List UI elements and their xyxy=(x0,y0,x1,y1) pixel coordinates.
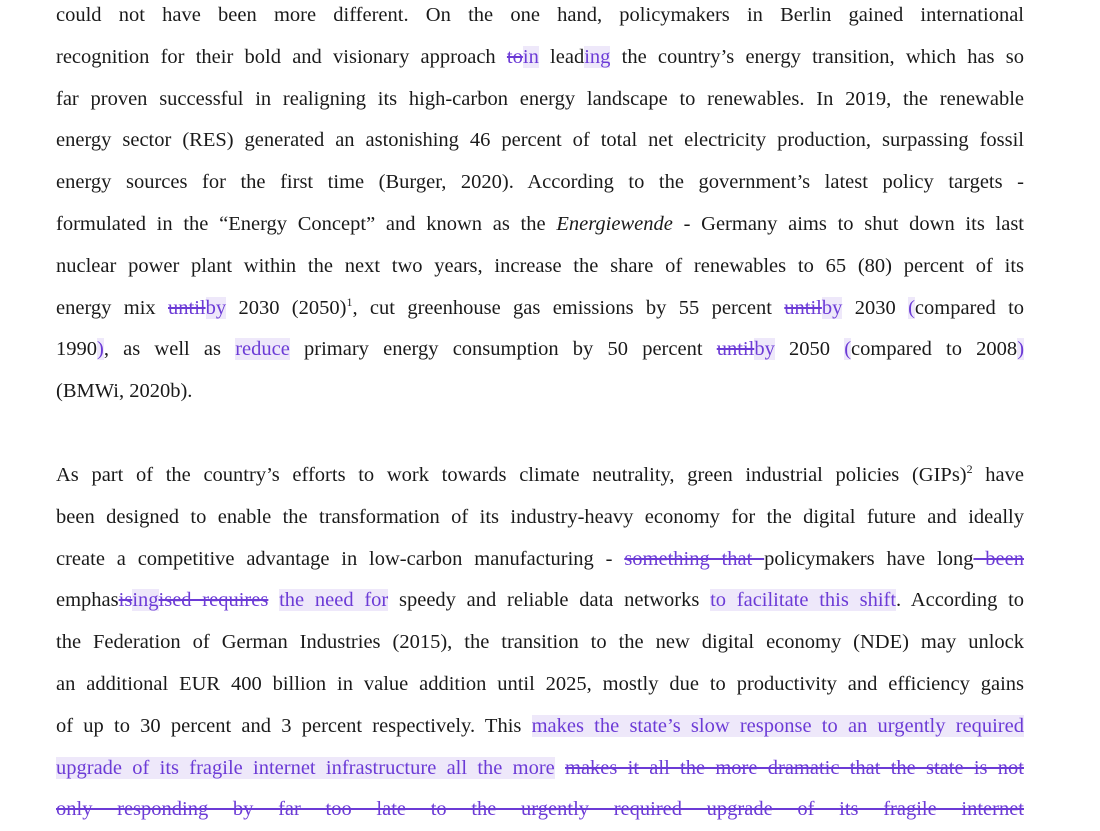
tracked-insertion: upgrade of its fragile internet infrastructure all the more xyxy=(56,756,555,779)
tracked-insertion: by xyxy=(205,296,227,319)
text-run: primary energy consumption by 50 percent xyxy=(289,338,717,361)
text-run: . According to xyxy=(896,589,1025,612)
text-run: policymakers have long xyxy=(764,547,974,570)
tracked-insertion: makes the state’s slow response to an urgently required xyxy=(531,714,1024,737)
text-run: energy mix xyxy=(56,296,168,319)
paragraph-green-industrial-policies xyxy=(56,455,1024,831)
text-run: far proven successful in realigning its high-carbon energy landscape to renewables. In 2019, the renewable xyxy=(56,87,1024,110)
text-line xyxy=(56,204,1024,246)
text-line xyxy=(56,329,1024,371)
text-run: , as well as xyxy=(103,338,236,361)
text-run: compared to 2008 xyxy=(851,338,1018,361)
text-run: recognition for their bold and visionary approach xyxy=(56,45,507,68)
text-line xyxy=(56,748,1024,790)
text-run: speedy and reliable data networks xyxy=(388,589,711,612)
text-line xyxy=(56,120,1024,162)
text-line xyxy=(56,79,1024,121)
text-run: the country’s energy transition, which has so xyxy=(610,45,1024,68)
tracked-deletion: until xyxy=(784,296,822,319)
tracked-insertion: the need for xyxy=(279,589,389,612)
text-run: energy sources for the first time (Burger, 2020). According to the government’s latest policy targets - xyxy=(56,171,1024,194)
text-run: have xyxy=(972,464,1024,486)
text-run: an additional EUR 400 billion in value addition until 2025, mostly due to productivity and efficiency gains xyxy=(56,672,1024,695)
tracked-insertion: ( xyxy=(844,338,852,361)
text-run: lead xyxy=(538,45,585,68)
text-run: create a competitive advantage in low-carbon manufacturing - xyxy=(56,547,625,570)
tracked-insertion: ) xyxy=(97,338,104,361)
text-run: formulated in the “Energy Concept” and known as the xyxy=(56,212,557,235)
tracked-insertion: ) xyxy=(1017,338,1025,361)
tracked-insertion: ( xyxy=(908,296,915,319)
text-line xyxy=(56,455,1024,497)
text-line xyxy=(56,288,1024,330)
text-run: compared to xyxy=(914,296,1025,319)
tracked-deletion: something that xyxy=(624,547,765,570)
tracked-deletion: been xyxy=(973,547,1024,570)
tracked-deletion: to xyxy=(506,45,523,68)
text-run: 2030 xyxy=(842,296,909,319)
tracked-insertion: reduce xyxy=(235,338,290,361)
text-run: As part of the country’s efforts to work towards climate neutrality, green industrial policies (GIPs) xyxy=(56,464,967,486)
tracked-deletion: ised requires xyxy=(158,589,269,612)
text-run xyxy=(555,757,565,779)
tracked-deletion: is xyxy=(118,589,133,612)
text-run: 2030 (2050) xyxy=(226,296,347,319)
text-line xyxy=(56,497,1024,539)
tracked-insertion: by xyxy=(754,338,775,361)
text-run: 1990 xyxy=(56,338,97,361)
text-run: been designed to enable the transformation of its industry-heavy economy for the digital future and ideally xyxy=(56,505,1024,528)
tracked-deletion: only responding by far too late to the urgently required upgrade of its fragile internet xyxy=(56,798,1024,821)
text-run: energy sector (RES) generated an astonishing 46 percent of total net electricity production, surpassing fossil xyxy=(56,129,1024,152)
tracked-insertion: ing xyxy=(584,45,611,68)
text-line xyxy=(56,37,1024,79)
text-run: , cut greenhouse gas emissions by 55 percent xyxy=(352,296,785,319)
tracked-insertion: by xyxy=(821,296,843,319)
text-line xyxy=(56,664,1024,706)
text-run: (BMWi, 2020b). xyxy=(56,380,193,403)
text-run: nuclear power plant within the next two years, increase the share of renewables to 65 (80) percent of its xyxy=(56,254,1024,277)
footnote-marker: 2 xyxy=(966,462,973,476)
tracked-deletion: until xyxy=(168,296,206,319)
text-line xyxy=(56,706,1024,748)
text-run: of up to 30 percent and 3 percent respectively. This xyxy=(56,714,532,737)
text-line xyxy=(56,0,1024,37)
emphasized-text: Energiewende xyxy=(556,212,673,235)
tracked-insertion: ing xyxy=(132,589,159,612)
text-line xyxy=(56,371,1024,413)
footnote-marker: 1 xyxy=(346,294,353,309)
paragraph-energy-transition xyxy=(56,0,1024,413)
text-run: 2050 xyxy=(774,338,845,361)
tracked-insertion: to facilitate this shift xyxy=(710,589,897,612)
text-line xyxy=(56,580,1024,622)
tracked-insertion: in xyxy=(522,45,539,68)
text-line xyxy=(56,622,1024,664)
text-run: could not have been more different. On the one hand, policymakers in Berlin gained international xyxy=(56,4,1024,26)
text-line xyxy=(56,246,1024,288)
tracked-deletion: makes it all the more dramatic that the state is not xyxy=(565,756,1024,779)
text-run: emphas xyxy=(56,589,119,612)
text-line xyxy=(56,162,1024,204)
text-line xyxy=(56,539,1024,581)
tracked-deletion: until xyxy=(716,338,755,361)
text-run: the Federation of German Industries (2015), the transition to the new digital economy (NDE) may unlock xyxy=(56,631,1024,654)
text-run xyxy=(268,589,279,611)
text-run: - Germany aims to shut down its last xyxy=(672,212,1024,235)
